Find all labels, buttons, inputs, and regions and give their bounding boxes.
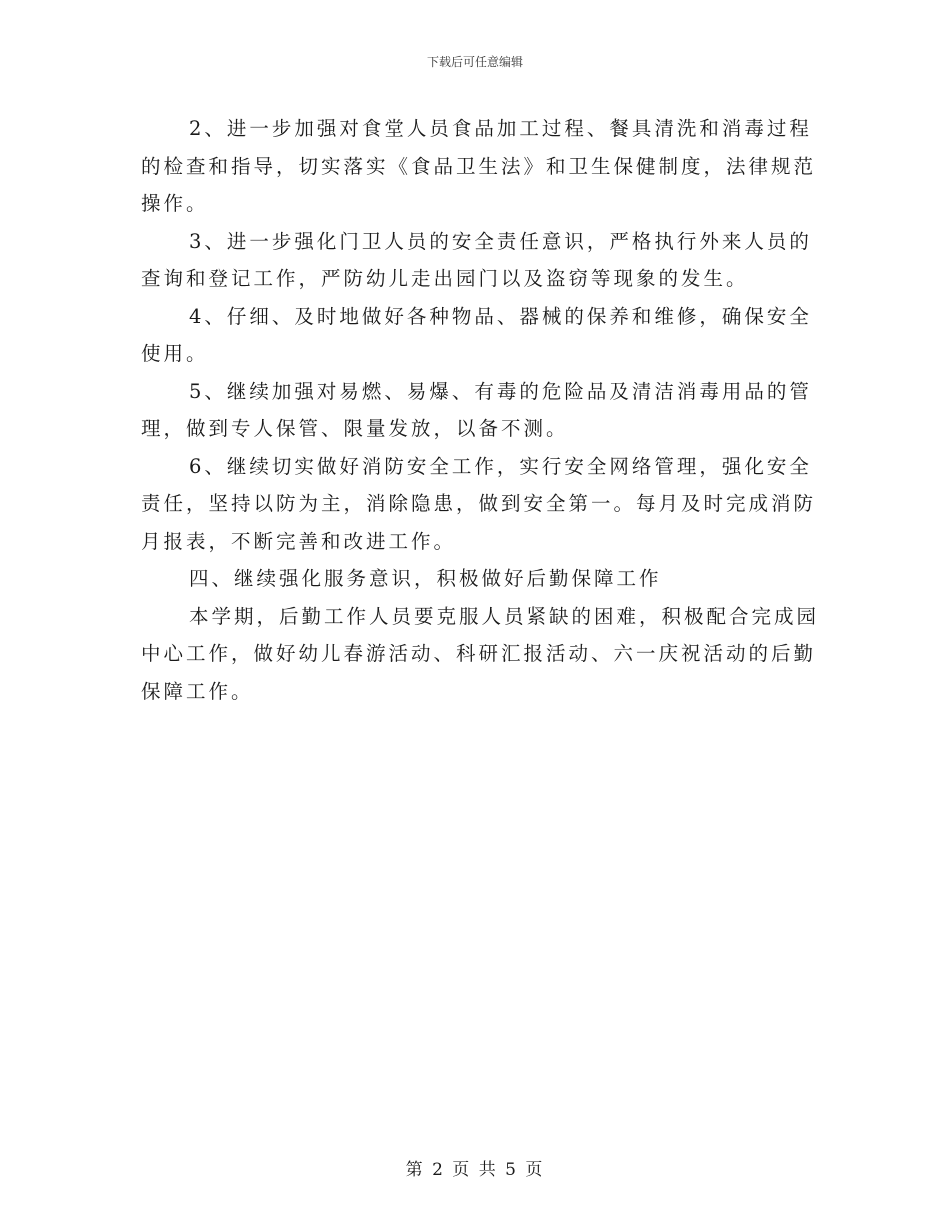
page-number-footer: 第 2 页 共 5 页 [405,1160,545,1180]
paragraph-item-5: 5、继续加强对易燃、易爆、有毒的危险品及清洁消毒用品的管理，做到专人保管、限量发放，以备不测。 [141,379,812,440]
document-body [141,110,831,710]
paragraph-item-2: 2、进一步加强对食堂人员食品加工过程、餐具清洗和消毒过程的检查和指导，切实落实《食品卫生法》和卫生保健制度，法律规范操作。 [141,117,817,215]
section-heading-4: 四、继续强化服务意识，积极做好后勤保障工作 [189,567,662,590]
paragraph-item-4: 4、仔细、及时地做好各种物品、器械的保养和维修，确保安全使用。 [141,304,812,365]
paragraph-item-6: 6、继续切实做好消防安全工作，实行安全网络管理，强化安全责任，坚持以防为主，消除隐患，做到安全第一。每月及时完成消防月报表，不断完善和改进工作。 [141,454,817,553]
page-header-note: 下载后可任意编辑 [426,55,523,69]
paragraph-item-3: 3、进一步强化门卫人员的安全责任意识，严格执行外来人员的查询和登记工作，严防幼儿走出园门以及盗窃等现象的发生。 [141,229,812,290]
section-paragraph: 本学期，后勤工作人员要克服人员紧缺的困难，积极配合完成园中心工作，做好幼儿春游活动、科研汇报活动、六一庆祝活动的后勤保障工作。 [141,604,820,703]
